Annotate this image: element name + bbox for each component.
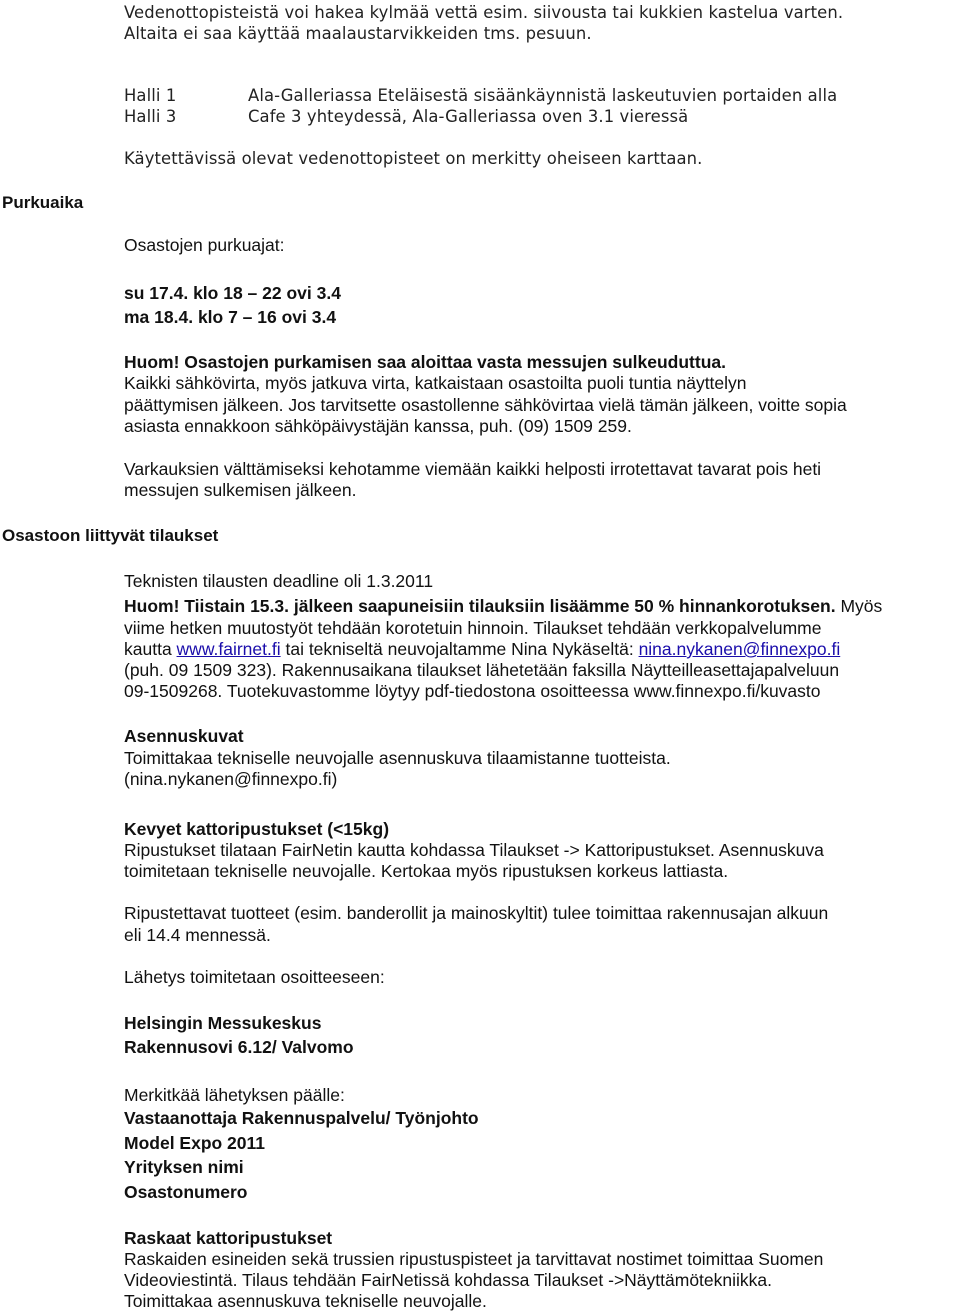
section-label-tilaukset: Osastoon liittyvät tilaukset bbox=[2, 526, 219, 545]
shipping-label-4: Osastonumero bbox=[124, 1182, 248, 1202]
orders-line-5: 09-1509268. Tuotekuvastomme löytyy pdf-tiedostona osoitteessa www.finnexpo.fi/kuvasto bbox=[124, 681, 821, 701]
raskaat-line-1: Raskaiden esineiden sekä trussien ripustuspisteet ja tarvittavat nostimet toimittaa Suomen bbox=[124, 1249, 824, 1269]
hall-1-desc: Ala-Galleriassa Eteläisestä sisäänkäynnistä laskeutuvien portaiden alla bbox=[248, 86, 838, 105]
address-line-2: Rakennusovi 6.12/ Valvomo bbox=[124, 1037, 354, 1057]
asennuskuvat-line-2: (nina.nykanen@finnexpo.fi) bbox=[124, 769, 338, 789]
water-line-2: Altaita ei saa käyttää maalaustarvikkeiden tms. pesuun. bbox=[124, 24, 592, 43]
orders-line-2: viime hetken muutostyöt tehdään korotetuin hinnoin. Tilaukset tehdään verkkopalvelumme bbox=[124, 618, 822, 638]
theft-line-2: messujen sulkemisen jälkeen. bbox=[124, 480, 357, 500]
purkuajat-intro: Osastojen purkuajat: bbox=[124, 235, 285, 255]
asennuskuvat-title: Asennuskuvat bbox=[124, 726, 244, 746]
purkuaika-time-2: ma 18.4. klo 7 – 16 ovi 3.4 bbox=[124, 307, 337, 327]
purkuaika-huom: Huom! Osastojen purkamisen saa aloittaa vasta messujen sulkeuduttua. bbox=[124, 352, 726, 372]
deadline: Teknisten tilausten deadline oli 1.3.2011 bbox=[124, 571, 434, 591]
raskaat-title: Raskaat kattoripustukset bbox=[124, 1228, 333, 1248]
power-line-2 bbox=[124, 395, 847, 417]
map-note: Käytettävissä olevat vedenottopisteet on merkitty oheiseen karttaan. bbox=[124, 149, 703, 168]
section-label-purkuaika: Purkuaika bbox=[2, 193, 84, 212]
power-line-1: Kaikki sähkövirta, myös jatkuva virta, katkaistaan osastoilta puoli tuntia näyttelyn bbox=[124, 373, 747, 393]
kevyet-line-2: toimitetaan tekniselle neuvojalle. Kertokaa myös ripustuksen korkeus lattiasta. bbox=[124, 861, 729, 881]
power-line-2b: Jos tarvitsette osastollenne sähkövirtaa vielä tämän jälkeen, voitte sopia bbox=[283, 395, 847, 415]
purkuaika-time-1: su 17.4. klo 18 – 22 ovi 3.4 bbox=[124, 283, 341, 303]
shipping-label-3: Yrityksen nimi bbox=[124, 1157, 244, 1177]
raskaat-line-3: Toimittakaa asennuskuva tekniselle neuvojalle. bbox=[124, 1291, 487, 1311]
orders-line-3a: kautta bbox=[124, 639, 177, 659]
kevyet-title: Kevyet kattoripustukset (<15kg) bbox=[124, 819, 390, 839]
power-line-3: asiasta ennakkoon sähköpäivystäjän kanssa, puh. (09) 1509 259. bbox=[124, 416, 632, 436]
power-line-2a: päättymisen jälkeen. bbox=[124, 395, 284, 415]
email-link[interactable]: nina.nykanen@finnexpo.fi bbox=[638, 639, 841, 659]
lahetys-intro: Lähetys toimitetaan osoitteeseen: bbox=[124, 967, 385, 987]
hall-1-name: Halli 1 bbox=[124, 86, 177, 105]
shipping-label-1: Vastaanottaja Rakennuspalvelu/ Työnjohto bbox=[124, 1108, 479, 1128]
hall-3-name: Halli 3 bbox=[124, 107, 177, 126]
hall-3-desc: Cafe 3 yhteydessä, Ala-Galleriassa oven 3.1 vieressä bbox=[248, 107, 689, 126]
orders-line-3 bbox=[124, 639, 840, 661]
theft-line-1: Varkauksien välttämiseksi kehotamme viemään kaikki helposti irrotettavat tavarat pois heti bbox=[124, 459, 822, 479]
orders-line-4: (puh. 09 1509 323). Rakennusaikana tilaukset lähetetään faksilla Näytteilleasettajapalveluun bbox=[124, 660, 840, 680]
asennuskuvat-line-1: Toimittakaa tekniselle neuvojalle asennuskuva tilaamistanne tuotteista. bbox=[124, 748, 671, 768]
merkitkaa-intro: Merkitkää lähetyksen päälle: bbox=[124, 1085, 345, 1105]
address-line-1: Helsingin Messukeskus bbox=[124, 1013, 322, 1033]
fairnet-link[interactable]: www.fairnet.fi bbox=[176, 639, 281, 659]
orders-huom-rest: Myös bbox=[835, 596, 883, 616]
orders-line-3b: tai tekniseltä neuvojaltamme Nina Nykäseltä: bbox=[280, 639, 639, 659]
ripustettavat-line-1: Ripustettavat tuotteet (esim. banderollit ja mainoskyltit) tulee toimittaa rakennusajan alkuun bbox=[124, 903, 829, 923]
water-line-1: Vedenottopisteistä voi hakea kylmää vettä esim. siivousta tai kukkien kastelua varten. bbox=[124, 3, 844, 22]
kevyet-line-1: Ripustukset tilataan FairNetin kautta kohdassa Tilaukset -> Kattoripustukset. Asennuskuva bbox=[124, 840, 824, 860]
ripustettavat-line-2: eli 14.4 mennessä. bbox=[124, 925, 271, 945]
orders-huom bbox=[124, 596, 882, 618]
raskaat-line-2: Videoviestintä. Tilaus tehdään FairNetissä kohdassa Tilaukset ->Näyttämötekniikka. bbox=[124, 1270, 772, 1290]
shipping-label-2: Model Expo 2011 bbox=[124, 1133, 266, 1153]
orders-huom-bold: Huom! Tiistain 15.3. jälkeen saapuneisiin tilauksiin lisäämme 50 % hinnankorotuksen. bbox=[124, 596, 836, 616]
